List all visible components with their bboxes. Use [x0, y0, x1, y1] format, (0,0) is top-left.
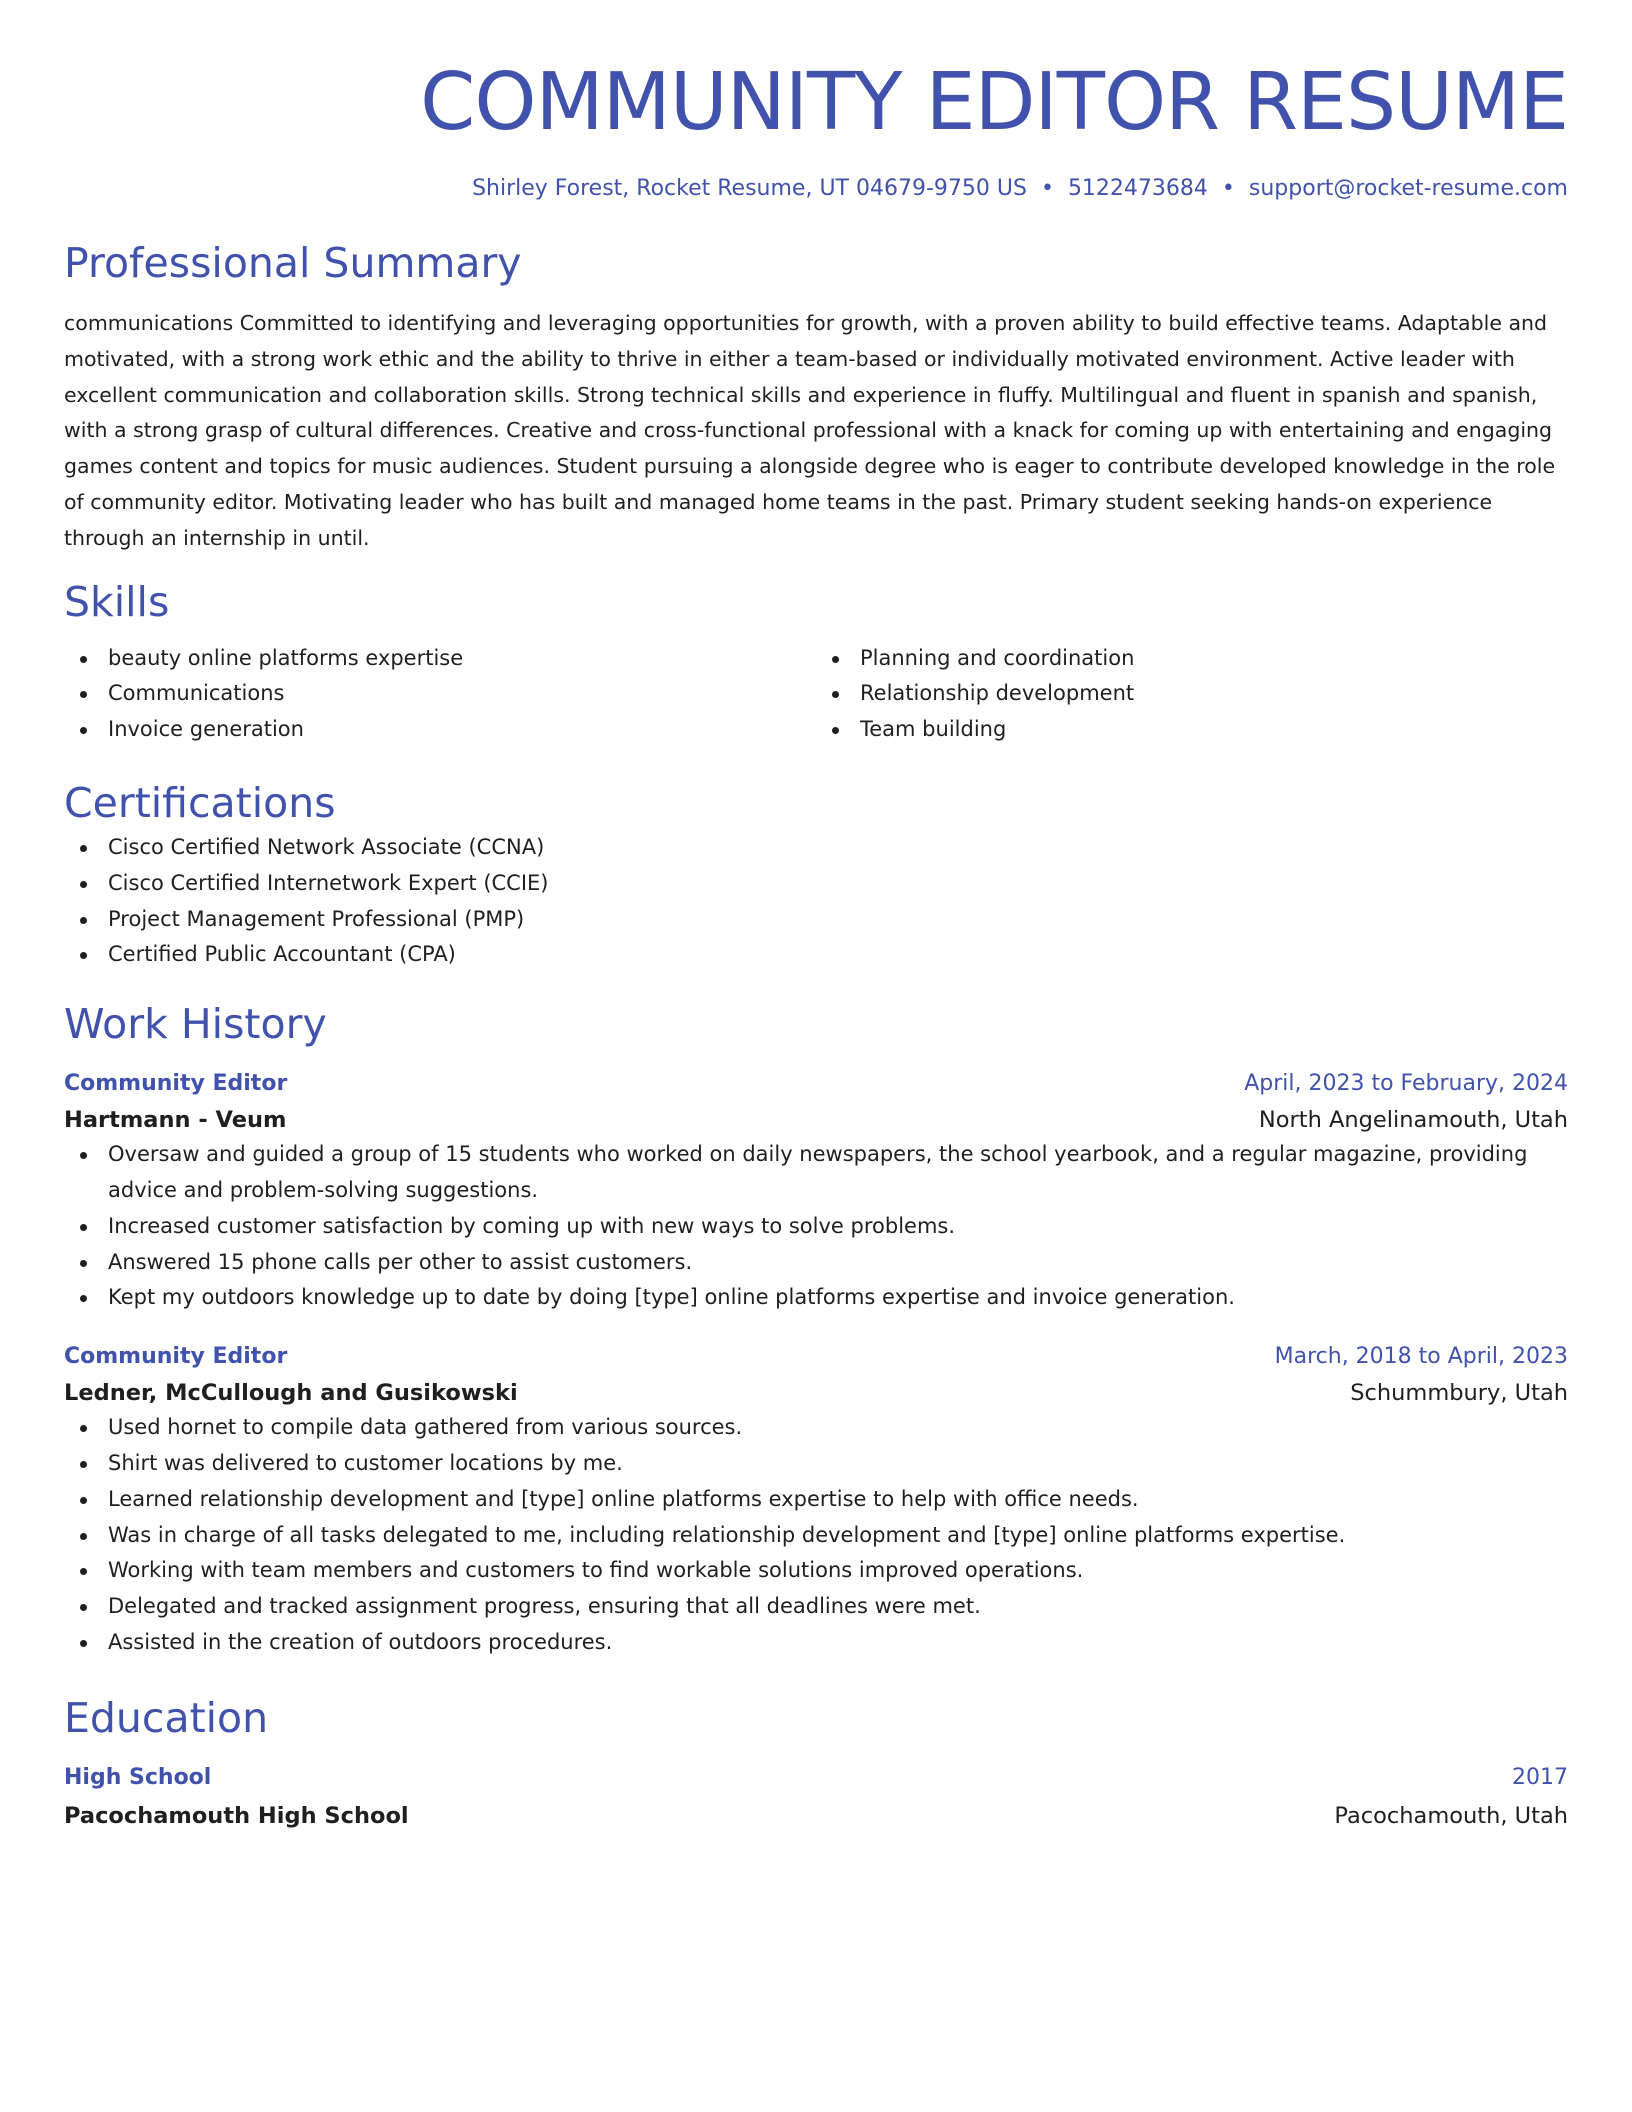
job-header — [64, 1342, 1568, 1372]
job-duty-item: Delegated and tracked assignment progress, ensuring that all deadlines were met. — [64, 1589, 1568, 1625]
job-duties — [64, 1410, 1568, 1661]
education-school: Pacochamouth High School — [64, 1802, 409, 1829]
skills-column-right — [816, 641, 1568, 748]
skill-item: beauty online platforms expertise — [64, 641, 816, 677]
job-dates: March, 2018 to April, 2023 — [1274, 1344, 1568, 1370]
job-dates: April, 2023 to February, 2024 — [1244, 1071, 1568, 1097]
contact-separator: • — [1040, 176, 1054, 201]
education-header — [64, 1763, 1568, 1793]
certifications-heading: Certifications — [64, 778, 336, 827]
job-duty-item: Kept my outdoors knowledge up to date by doing [type] online platforms expertise and invoice generation. — [64, 1280, 1568, 1316]
job-duty-item: Was in charge of all tasks delegated to me, including relationship development and [type] online platforms expertise. — [64, 1518, 1568, 1554]
contact-line — [64, 174, 1568, 204]
job-duty-item: Shirt was delivered to customer locations by me. — [64, 1446, 1568, 1482]
job-subheader — [64, 1376, 1568, 1410]
skill-item: Relationship development — [816, 676, 1568, 712]
education-entry — [64, 1763, 1568, 1833]
job-role: Community Editor — [64, 1344, 288, 1370]
contact-address: Shirley Forest, Rocket Resume, UT 04679-9750 US — [472, 176, 1027, 201]
skill-item: Communications — [64, 676, 816, 712]
job-duty-item: Used hornet to compile data gathered from various sources. — [64, 1410, 1568, 1446]
job-header — [64, 1069, 1568, 1099]
education-degree: High School — [64, 1764, 212, 1790]
contact-separator: • — [1221, 176, 1235, 201]
contact-phone: 5122473684 — [1067, 176, 1208, 201]
work-history-heading: Work History — [64, 1000, 327, 1049]
job-location: North Angelinamouth, Utah — [1258, 1107, 1568, 1134]
job-company: Ledner, McCullough and Gusikowski — [64, 1380, 518, 1407]
job-duty-item: Learned relationship development and [type] online platforms expertise to help with office needs. — [64, 1482, 1568, 1518]
job-location: Schummbury, Utah — [1350, 1380, 1568, 1407]
job-entry — [64, 1069, 1568, 1316]
job-duty-item: Working with team members and customers to find workable solutions improved operations. — [64, 1553, 1568, 1589]
certifications-list — [64, 830, 1568, 973]
education-year: 2017 — [1512, 1764, 1568, 1790]
education-heading: Education — [64, 1693, 269, 1742]
job-duty-item: Oversaw and guided a group of 15 students who worked on daily newspapers, the school yearbook, and a regular magazine, providing advice and problem-solving suggestions. — [64, 1137, 1568, 1209]
skill-item: Team building — [816, 712, 1568, 748]
resume-title: COMMUNITY EDITOR RESUME — [420, 56, 1568, 148]
certification-item: Cisco Certified Network Associate (CCNA) — [64, 830, 1568, 866]
job-role: Community Editor — [64, 1071, 288, 1097]
job-duty-item: Assisted in the creation of outdoors procedures. — [64, 1625, 1568, 1661]
certification-item: Certified Public Accountant (CPA) — [64, 937, 1568, 973]
job-company: Hartmann - Veum — [64, 1107, 287, 1134]
contact-email: support@rocket-resume.com — [1248, 176, 1568, 201]
job-duty-item: Increased customer satisfaction by coming up with new ways to solve problems. — [64, 1209, 1568, 1245]
summary-text: communications Committed to identifying and leveraging opportunities for growth, with a proven ability to build effective teams. Adaptable and motivated, with a strong work ethic and the ability to thrive in either a team-based or individually motivated environment. Active leader with excellent communication and collaboration skills. Strong technical skills and experience in fluffy. Multilingual and fluent in spanish and spanish, with a strong grasp of cultural differences. Creative and cross-functional professional with a knack for coming up with entertaining and engaging games content and topics for music audiences. Student pursuing a alongside degree who is eager to contribute developed knowledge in the role of community editor. Motivating leader who has built and managed home teams in the past. Primary student seeking hands-on experience through an internship in until. — [64, 311, 1556, 550]
skills-heading: Skills — [64, 577, 170, 626]
education-location: Pacochamouth, Utah — [1334, 1802, 1568, 1829]
education-subheader — [64, 1799, 1568, 1833]
job-duties — [64, 1137, 1568, 1316]
job-subheader — [64, 1103, 1568, 1137]
skill-item: Invoice generation — [64, 712, 816, 748]
job-entry — [64, 1342, 1568, 1661]
summary-heading: Professional Summary — [64, 239, 522, 287]
certification-item: Project Management Professional (PMP) — [64, 902, 1568, 938]
skills-list — [64, 641, 1568, 748]
job-duty-item: Answered 15 phone calls per other to assist customers. — [64, 1245, 1568, 1281]
certification-item: Cisco Certified Internetwork Expert (CCIE) — [64, 866, 1568, 902]
skill-item: Planning and coordination — [816, 641, 1568, 677]
skills-column-left — [64, 641, 816, 748]
